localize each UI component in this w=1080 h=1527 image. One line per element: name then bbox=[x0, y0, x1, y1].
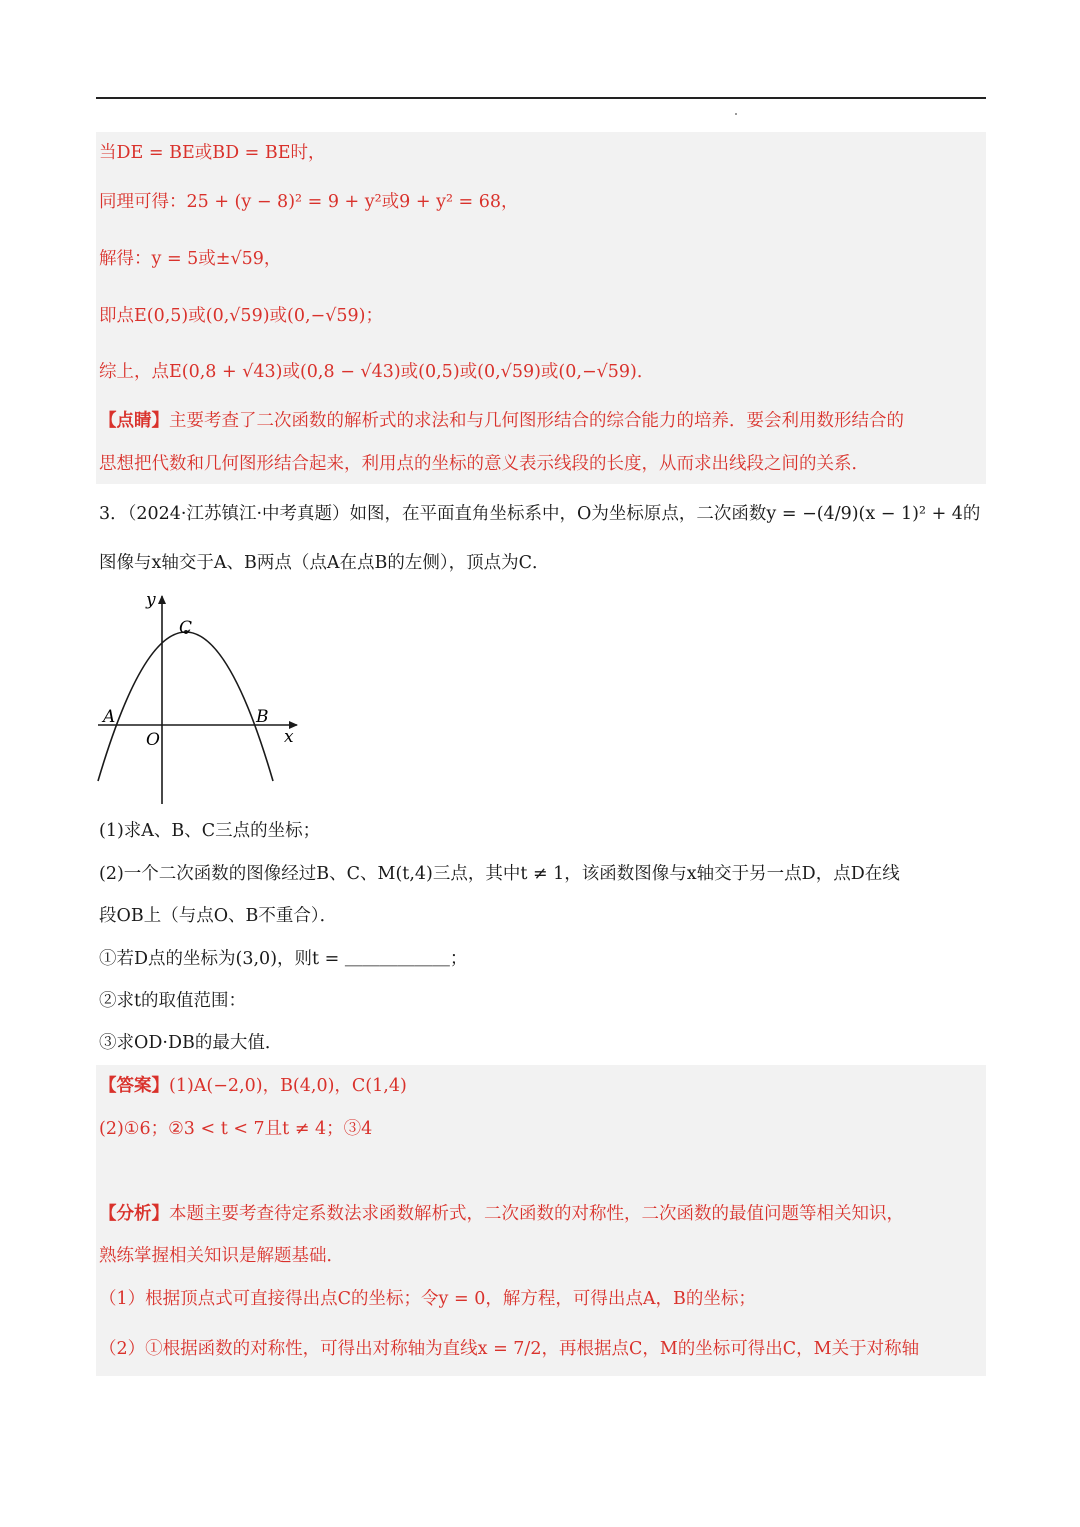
parabola-curve bbox=[98, 632, 273, 781]
y-axis-label: y bbox=[146, 590, 156, 610]
point-b-label: B bbox=[256, 707, 269, 727]
point-c-label: C bbox=[179, 618, 193, 638]
answer-line-1 bbox=[99, 1074, 407, 1098]
answer-line-2: (2)①6；②3 < t < 7且t ≠ 4；③4 bbox=[99, 1119, 373, 1139]
header-rule bbox=[96, 97, 986, 99]
analysis-line-1 bbox=[99, 1202, 904, 1226]
dianjing-tag: 【点睛】 bbox=[99, 411, 169, 431]
question-2-line-1: (2)一个二次函数的图像经过B、C、M(t,4)三点，其中t ≠ 1，该函数图像与x轴交于另一点D，点D在线 bbox=[99, 864, 900, 884]
solution-line-1: 当DE = BE或BD = BE时， bbox=[99, 143, 326, 163]
problem-stem-1: 3．（2024·江苏镇江·中考真题）如图，在平面直角坐标系中，O为坐标原点，二次函数y = −(4/9)(x − 1)² + 4的 bbox=[99, 504, 981, 524]
dianjing-text-1: 主要考查了二次函数的解析式的求法和与几何图形结合的综合能力的培养．要会利用数形结合的 bbox=[169, 411, 904, 431]
question-1: (1)求A、B、C三点的坐标； bbox=[99, 821, 321, 841]
solution-line-2: 同理可得：25 + (y − 8)² = 9 + y²或9 + y² = 68， bbox=[99, 192, 519, 212]
question-2-sub-2: ②求t的取值范围： bbox=[99, 991, 247, 1011]
analysis-text-1: 本题主要考查待定系数法求函数解析式，二次函数的对称性，二次函数的最值问题等相关知识， bbox=[169, 1204, 904, 1224]
dianjing-text-2: 思想把代数和几何图形结合起来，利用点的坐标的意义表示线段的长度，从而求出线段之间的关系． bbox=[99, 454, 869, 474]
solution-line-3: 解得：y = 5或±√59， bbox=[99, 249, 282, 269]
scan-speck bbox=[735, 113, 737, 115]
point-a-label: A bbox=[103, 707, 116, 727]
solution-line-5: 综上，点E(0,8 + √43)或(0,8 − √43)或(0,5)或(0,√59)或(0,−√59)． bbox=[99, 362, 655, 382]
analysis-tag: 【分析】 bbox=[99, 1204, 169, 1224]
answer-text-1: (1)A(−2,0)，B(4,0)，C(1,4) bbox=[169, 1076, 407, 1096]
x-axis-label: x bbox=[284, 727, 294, 747]
dianjing-paragraph bbox=[99, 409, 904, 433]
question-2-line-2: 段OB上（与点O、B不重合）． bbox=[99, 906, 338, 926]
question-2-sub-1: ①若D点的坐标为(3,0)，则t = ＿＿＿＿＿＿； bbox=[99, 949, 468, 969]
origin-label: O bbox=[146, 730, 160, 750]
answer-tag: 【答案】 bbox=[99, 1076, 169, 1096]
question-2-sub-3: ③求OD·DB的最大值． bbox=[99, 1033, 283, 1053]
analysis-line-3: （1）根据顶点式可直接得出点C的坐标；令y = 0，解方程，可得出点A，B的坐标； bbox=[99, 1289, 756, 1309]
analysis-line-4: （2）①根据函数的对称性，可得出对称轴为直线x = 7/2，再根据点C，M的坐标可得出C，M关于对称轴 bbox=[99, 1339, 920, 1359]
solution-line-4: 即点E(0,5)或(0,√59)或(0,−√59)； bbox=[99, 306, 383, 326]
parabola-graph bbox=[92, 588, 307, 810]
analysis-line-2: 熟练掌握相关知识是解题基础． bbox=[99, 1246, 344, 1266]
problem-stem-2: 图像与x轴交于A、B两点（点A在点B的左侧），顶点为C． bbox=[99, 553, 550, 573]
